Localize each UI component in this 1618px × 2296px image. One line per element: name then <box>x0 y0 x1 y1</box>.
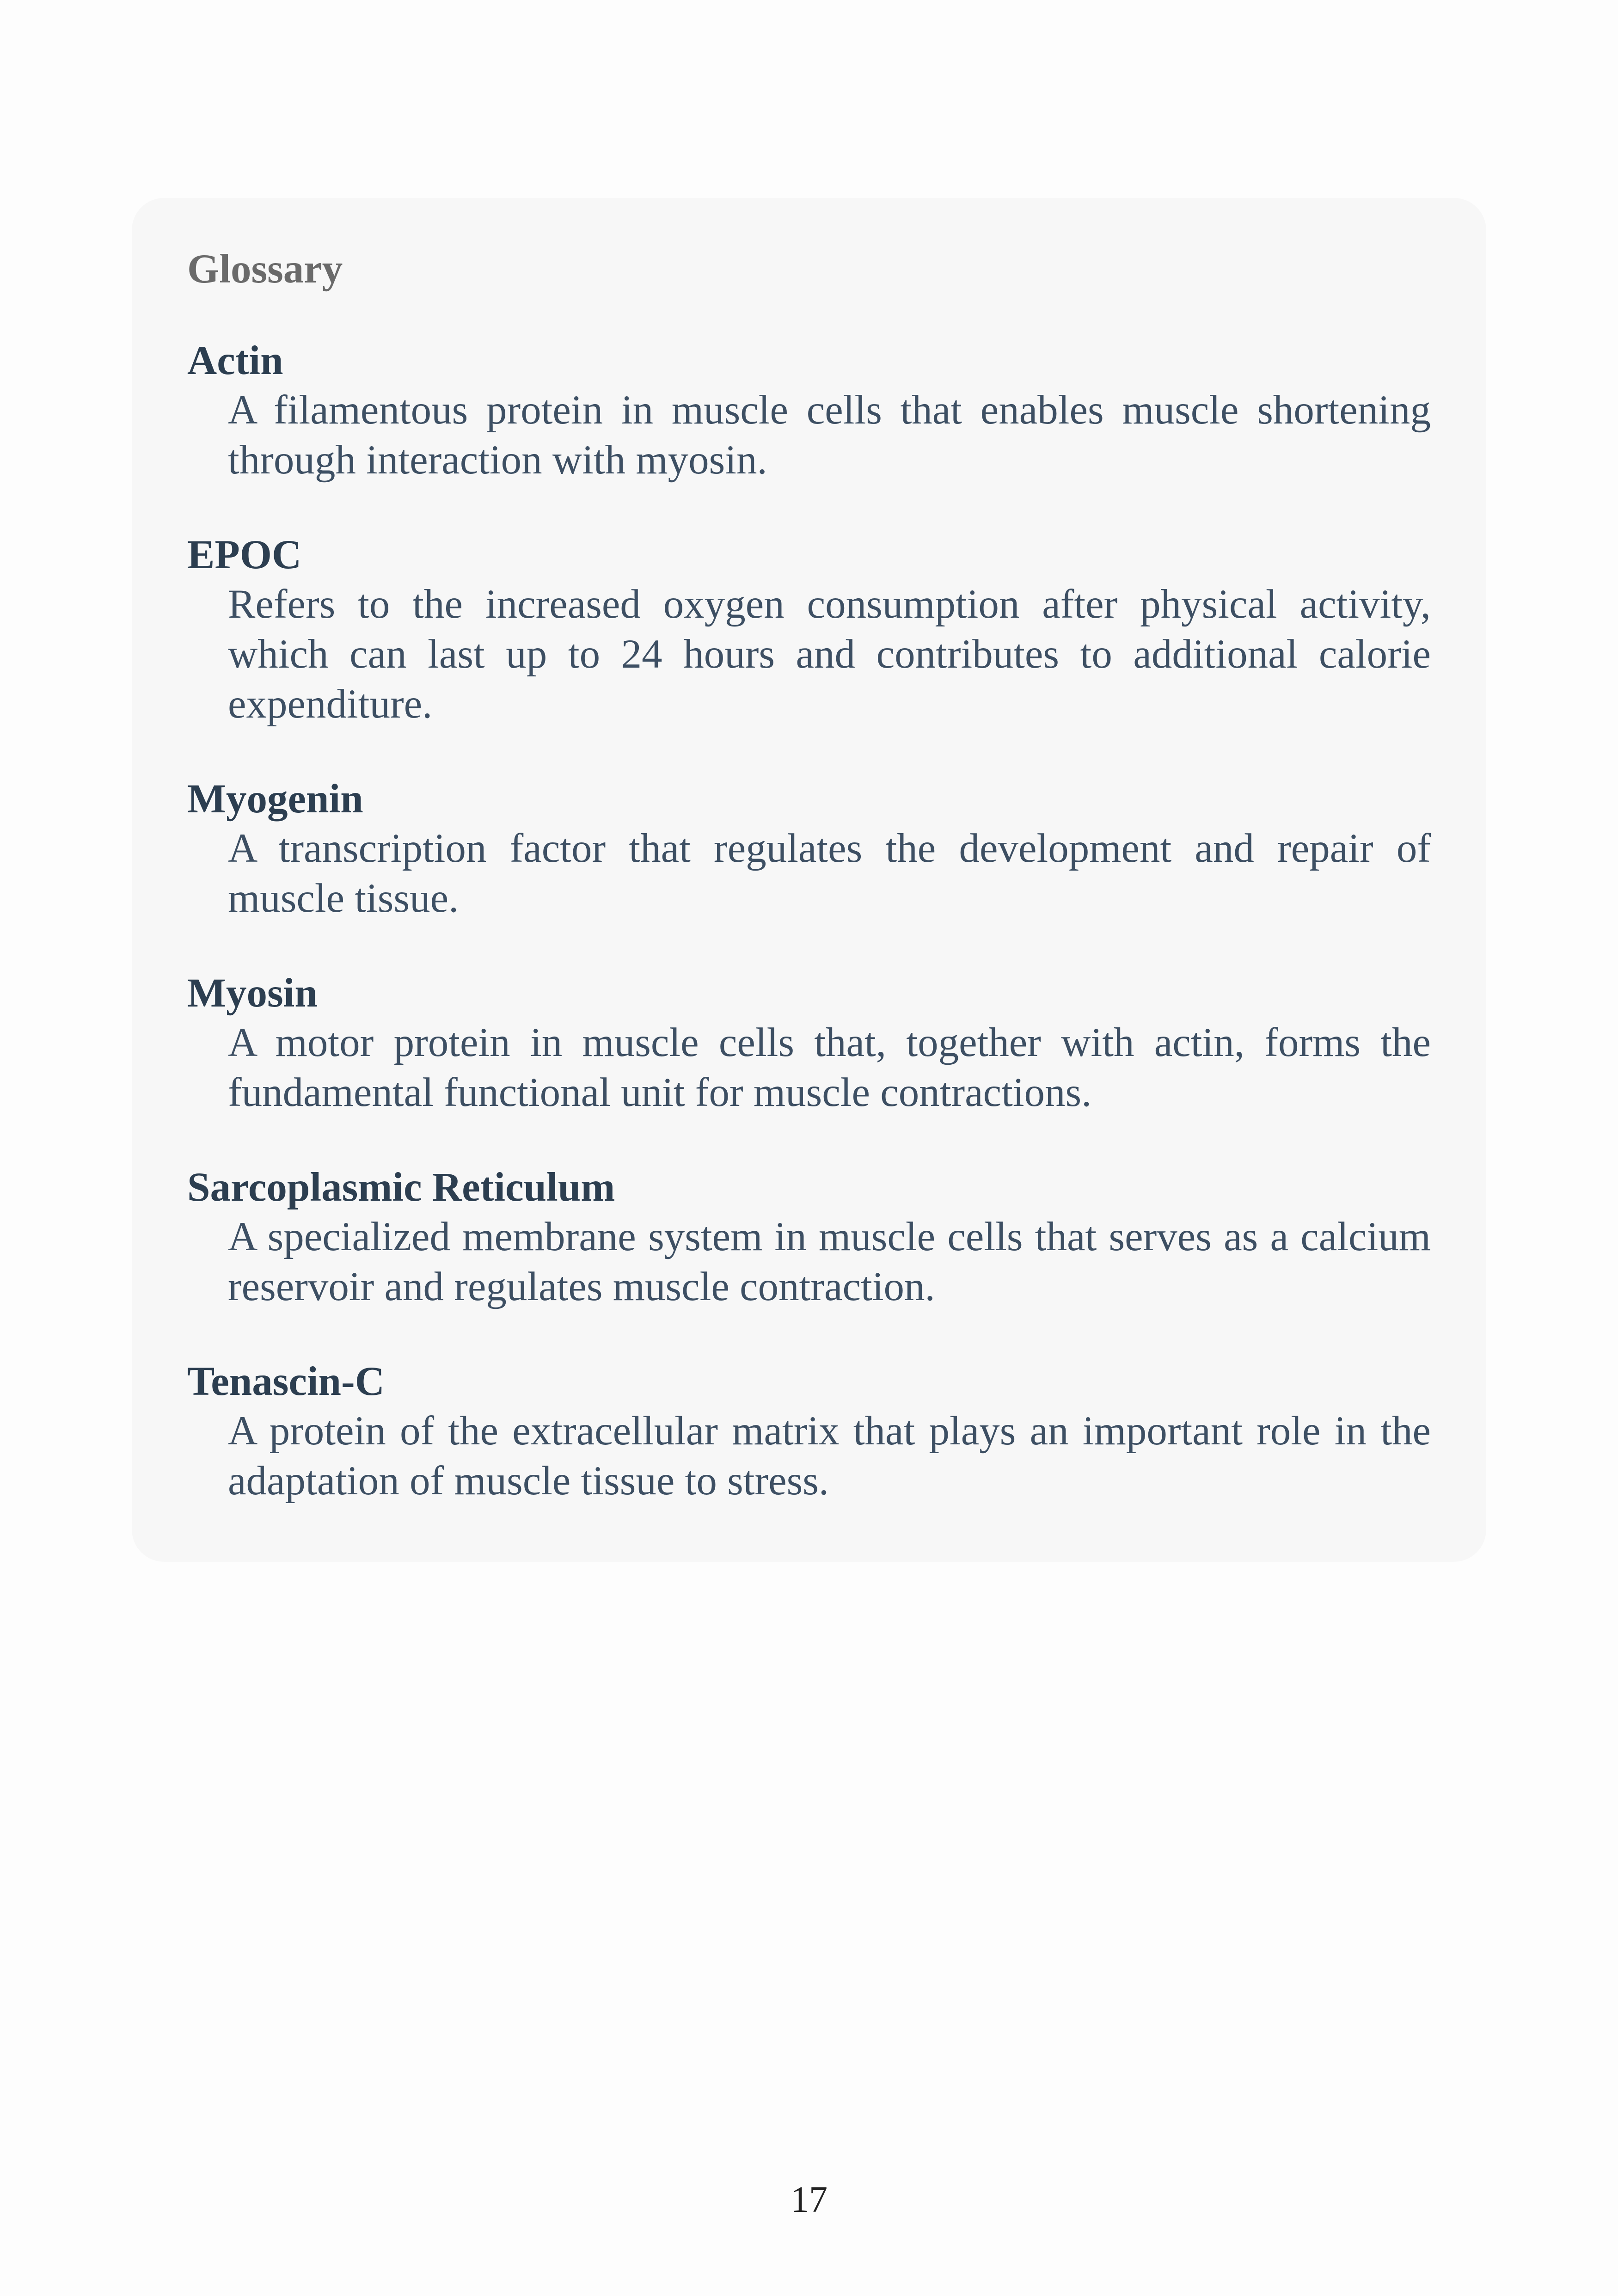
glossary-definition: A transcription factor that regulates the development and repair of muscle tissue. <box>228 826 1431 921</box>
glossary-term: EPOC <box>187 532 302 577</box>
glossary-entry <box>187 336 1431 485</box>
glossary-definition: A motor protein in muscle cells that, together with actin, forms the fundamental functional unit for muscle contractions. <box>228 1020 1431 1115</box>
glossary-definition: A specialized membrane system in muscle cells that serves as a calcium reservoir and regulates muscle contraction. <box>228 1214 1431 1309</box>
glossary-entry <box>187 1163 1431 1312</box>
glossary-entry <box>187 530 1431 729</box>
glossary-term: Sarcoplasmic Reticulum <box>187 1165 615 1210</box>
glossary-title: Glossary <box>187 246 343 292</box>
glossary-entry <box>187 1357 1431 1506</box>
glossary-box <box>132 198 1486 1562</box>
glossary-term: Myogenin <box>187 776 363 822</box>
glossary-definition: A protein of the extracellular matrix that plays an important role in the adaptation of muscle tissue to stress. <box>228 1408 1431 1504</box>
glossary-definition: Refers to the increased oxygen consumption after physical activity, which can last up to 24 hours and contributes to additional calorie expenditure. <box>228 582 1431 727</box>
glossary-term: Actin <box>187 338 283 383</box>
glossary-entry <box>187 969 1431 1117</box>
glossary-term: Myosin <box>187 970 318 1016</box>
page-number: 17 <box>791 2179 827 2220</box>
glossary-entry <box>187 774 1431 923</box>
glossary-term: Tenascin-C <box>187 1359 385 1404</box>
glossary-definition: A filamentous protein in muscle cells that enables muscle shortening through interaction with myosin. <box>228 387 1431 483</box>
